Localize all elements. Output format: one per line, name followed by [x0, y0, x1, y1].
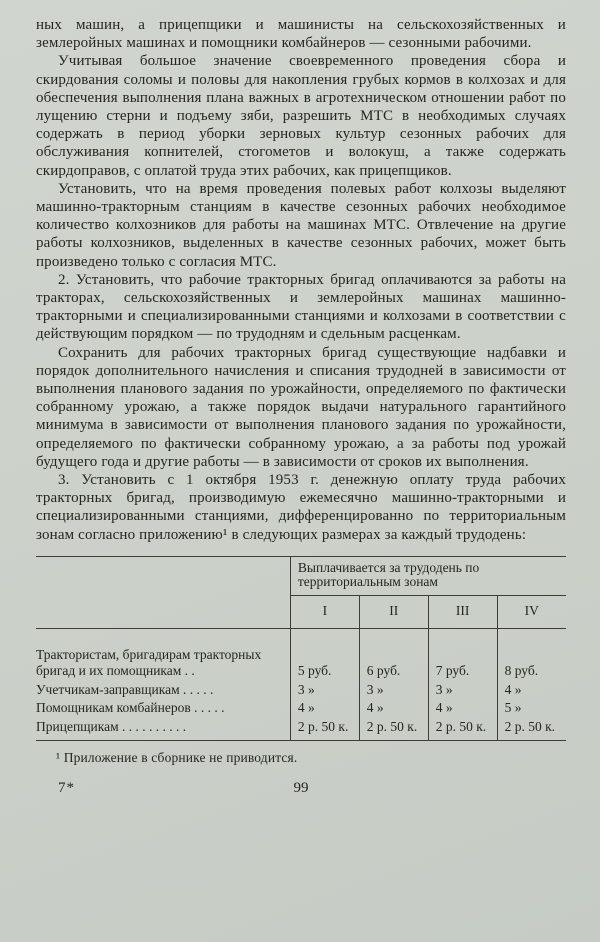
paragraph-continuation: ных машин, а прицепщики и машинисты на сельскохозяйственных и землеройных машинах и помощники комбайнеров — сезонными рабочими.: [36, 17, 566, 52]
pay-rates-table: [36, 556, 566, 742]
rate-value: 2 р. 50 к.: [290, 719, 359, 741]
page-footer: [36, 780, 566, 800]
table-row-uchetchikam: [36, 682, 566, 701]
table-span-header: Выплачивается за трудодень по территориальным зонам: [290, 556, 566, 595]
row-label: Помощникам комбайнеров . . . . .: [36, 700, 225, 716]
table-row-tractoristam: [36, 628, 566, 682]
table-span-header-row: [36, 556, 566, 595]
rate-value: 7 руб.: [428, 628, 497, 682]
table-stub-cell: [36, 556, 290, 628]
zone-header-2: II: [359, 595, 428, 628]
rate-value: 2 р. 50 к.: [428, 719, 497, 741]
table-row-pricepshchikam: [36, 719, 566, 741]
rate-value: 4 »: [428, 700, 497, 719]
table-row-pomoshchnikam: [36, 700, 566, 719]
zone-header-1: I: [290, 595, 359, 628]
rate-value: 3 »: [290, 682, 359, 701]
rate-value: 4 »: [359, 700, 428, 719]
paragraph-point-2: 2. Установить, что рабочие тракторных бригад оплачиваются за работы на тракторах, сельскохозяйственных и землеройных машинах машинно-тракторными и специализированными станциями и колхозами в соответствии с действующим порядком — по трудодням и сдельным расценкам.: [36, 271, 566, 343]
zone-header-3: III: [428, 595, 497, 628]
footnote: ¹ Приложение в сборнике не приводится.: [56, 750, 298, 766]
page-number: 99: [293, 780, 309, 797]
rate-value: 8 руб.: [497, 628, 566, 682]
rate-value: 2 р. 50 к.: [497, 719, 566, 741]
rate-value: 6 руб.: [359, 628, 428, 682]
paragraph-point-3: 3. Установить с 1 октября 1953 г. денежную оплату труда рабочих тракторных бригад, производимую ежемесячно машинно-тракторными и специализированными станциями, дифференцированно по территориальным зонам согласно приложению¹ в следующих размерах за каждый трудодень:: [36, 472, 566, 543]
paragraph-ustanovit-seasonal: Установить, что на время проведения полевых работ колхозы выделяют машинно-тракторным станциям в качестве сезонных рабочих необходимое количество колхозников для работы на машинах МТС. Отвлечение на другие работы колхозников, выделенных в качестве сезонных рабочих, может быть произведено только с согласия МТС.: [36, 180, 566, 270]
body-text: [36, 16, 566, 544]
signature-mark: 7*: [58, 780, 75, 797]
rate-value: 5 руб.: [290, 628, 359, 682]
rate-value: 5 »: [497, 700, 566, 719]
rate-value: 4 »: [497, 682, 566, 701]
paragraph-uchityvaya: Учитывая большое значение своевременного проведения сбора и скирдования соломы и половы для накопления грубых кормов в колхозах и для обеспечения выполнения плана важных в агротехническом отношении работ по лущению стерни и подъему зяби, разрешить МТС в необходимых случаях содержать в период уборки зерновых культур сезонных рабочих для обслуживания копнителей, стогометов и волокуш, а также содержать скирдоправов, с оплатой труда этих рабочих, как прицепщиков.: [36, 53, 566, 179]
rate-value: 2 р. 50 к.: [359, 719, 428, 741]
row-label: Учетчикам-заправщикам . . . . .: [36, 681, 214, 697]
row-label: Прицепщикам . . . . . . . . . .: [36, 719, 290, 741]
rate-value: 3 »: [428, 682, 497, 701]
zone-header-4: IV: [497, 595, 566, 628]
row-label: Трактористам, бригадирам тракторных бригад и их помощникам . .: [36, 646, 262, 679]
rate-value: 3 »: [359, 682, 428, 701]
rate-value: 4 »: [290, 700, 359, 719]
paragraph-sohranit: Сохранить для рабочих тракторных бригад существующие надбавки и порядок дополнительного начисления и списания трудодней в зависимости от выполнения планового задания по урожайности, определяемого по фактически собранному урожаю, а также порядок выдачи натурального гарантийного минимума в зависимости от выполнения планового задания по урожайности, определяемого по фактически собранному урожаю, а за работы под урожай будущего года и другие работы — в зависимости от сроков их выполнения.: [36, 344, 566, 470]
